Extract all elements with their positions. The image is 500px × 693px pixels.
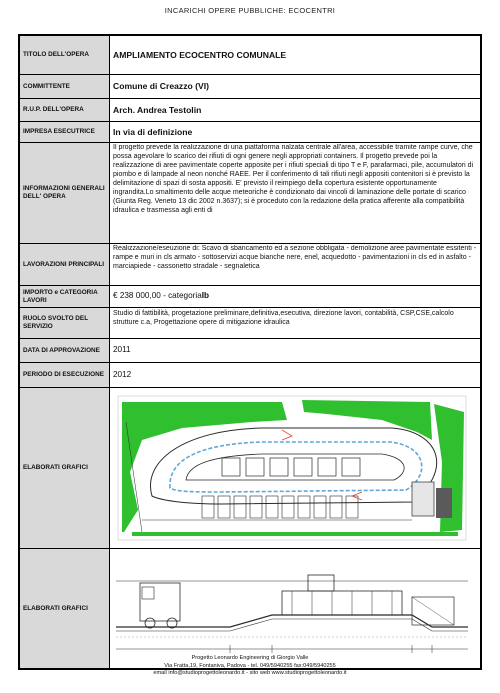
row-impresa bbox=[20, 122, 481, 143]
label-elaborati-1: ELABORATI GRAFICI bbox=[20, 388, 110, 549]
value-data: 2011 bbox=[110, 339, 481, 363]
value-titolo: AMPLIAMENTO ECOCENTRO COMUNALE bbox=[110, 36, 481, 75]
page-footer bbox=[0, 655, 500, 678]
label-elaborati-2: ELABORATI GRAFICI bbox=[20, 549, 110, 669]
row-elaborati-2 bbox=[20, 549, 481, 669]
value-impresa: In via di definizione bbox=[110, 122, 481, 143]
value-committente: Comune di Creazzo (VI) bbox=[110, 75, 481, 99]
drawing-cell-1 bbox=[110, 388, 481, 549]
value-rup: Arch. Andrea Testolin bbox=[110, 99, 481, 122]
label-data: DATA DI APPROVAZIONE bbox=[20, 339, 110, 363]
row-ruolo bbox=[20, 308, 481, 339]
value-info: Il progetto prevede la realizzazione di una piattaforma rialzata centrale all'area, accessibile tramite rampe curve, che possa agevolare lo scarico dei rifiuti di ogni genere negli appropriati containers. Il progetto prevede poi la realizzazione di aree pavimentate coperte apposite per i rifiuti speciali di tipo T e F, parafarmaci, pile, accumulatori di piombo e di lampade al neon nonché RAEE. Per il conferimento di tali rifiuti negli appositi contenitori si è previsto la delimitazione di spazi di sosta appositi. E' previsto il reimpiego della copertura esistente opportunamente ingrandita.Lo smaltimento delle acque meteoriche è condizionato dai vincoli di laminazione delle portate di scarico (Giunta Reg. Veneto 13 dic 2002 n.3637); si è proceduto con la redazione della pratica afferente alla compatibilità idraulica e trasmessa agli enti di bbox=[113, 144, 474, 214]
row-elaborati-1 bbox=[20, 388, 481, 549]
footer-contacts: email info@studioprogettoleonardo.it - sito web www.studioprogettoleonardo.it bbox=[153, 670, 347, 677]
row-data bbox=[20, 339, 481, 363]
drawing-cell-2 bbox=[110, 549, 481, 669]
value-importo bbox=[110, 286, 481, 308]
row-titolo bbox=[20, 36, 481, 75]
label-periodo: PERIODO DI ESECUZIONE bbox=[20, 363, 110, 388]
section-drawing bbox=[112, 553, 472, 665]
footer-address: Via Fratta,19, Fontaniva, Padova - tel. 049/5940255 fax:049/5940255 bbox=[164, 662, 336, 669]
label-titolo: TITOLO DELL'OPERA bbox=[20, 36, 110, 75]
value-lavorazioni: Realizzazione/eseuzione di: Scavo di sbancamento ed a sezione obbligata - demolizione aree pavimentate essitenti - rampe e muri in cls armato - sottoservizi acque bianche nere, enel, acquedotto - pavimentazioni in cls ed in asfalto - marciapiede - cassonetto stradale - segnaletica bbox=[113, 245, 477, 270]
label-lavorazioni: LAVORAZIONI PRINCIPALI bbox=[20, 244, 110, 286]
label-committente: COMMITTENTE bbox=[20, 75, 110, 99]
row-info bbox=[20, 143, 481, 244]
label-ruolo: RUOLO SVOLTO DEL SERVIZIO bbox=[20, 308, 110, 339]
label-importo: IMPORTO e CATEGORIA LAVORI bbox=[20, 286, 110, 308]
label-info: INFORMAZIONI GENERALI DELL' OPERA bbox=[20, 143, 110, 244]
row-rup bbox=[20, 99, 481, 122]
label-rup: R.U.P. DELL'OPERA bbox=[20, 99, 110, 122]
project-table bbox=[19, 35, 481, 669]
importo-amount: € 238 000,00 - categoria bbox=[113, 291, 202, 301]
row-lavorazioni bbox=[20, 244, 481, 286]
page-header-title: INCARICHI OPERE PUBBLICHE: ECOCENTRI bbox=[164, 6, 336, 15]
value-periodo: 2012 bbox=[110, 363, 481, 388]
site-plan-drawing bbox=[112, 392, 472, 544]
footer-company: Progetto Leonardo Engineering di Giorgio Valle bbox=[191, 655, 309, 661]
value-lavorazioni-cell bbox=[110, 244, 481, 286]
value-info-cell bbox=[110, 143, 481, 244]
row-committente bbox=[20, 75, 481, 99]
value-ruolo: Studio di fattibilità, progetazione preliminare,definitiva,esecutiva, direzione lavori, contabilità, CSP,CSE,calcolo strutture c.a, Progettazione opere di mitigazione idraulica bbox=[110, 308, 481, 339]
row-periodo bbox=[20, 363, 481, 388]
project-sheet bbox=[18, 34, 482, 670]
row-importo bbox=[20, 286, 481, 308]
label-impresa: IMPRESA ESECUTRICE bbox=[20, 122, 110, 143]
importo-category: Ib bbox=[201, 291, 210, 301]
